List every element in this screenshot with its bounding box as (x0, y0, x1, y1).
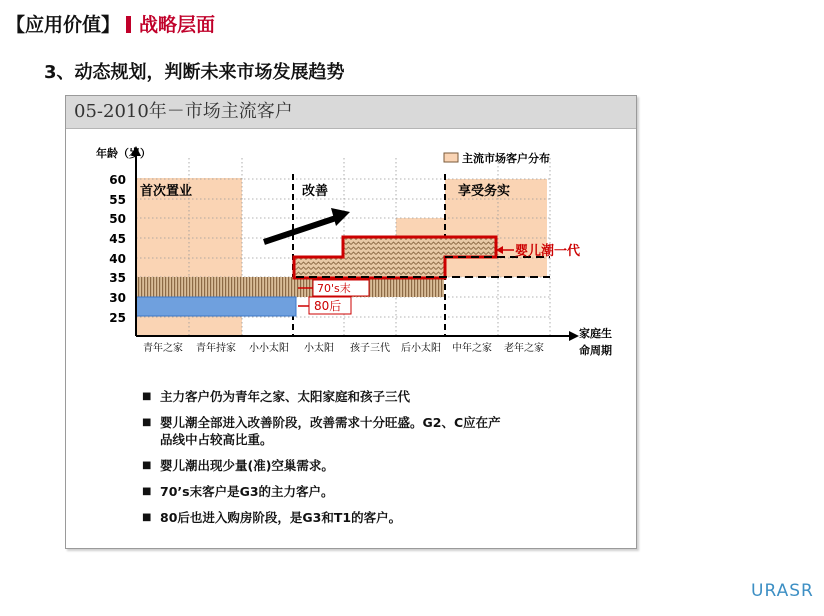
seventies-callout: 70's末 (317, 282, 351, 295)
y-tick-55: 55 (109, 193, 126, 207)
x-tick-6: 后小太阳 (401, 343, 441, 354)
page-subtitle: 3、动态规划，判断未来市场发展趋势 (44, 62, 345, 83)
x-tick-8: 老年之家 (504, 343, 544, 354)
x-tick-1: 青年之家 (143, 343, 183, 354)
header-bracket-title: 【应用价值】 (6, 14, 121, 36)
stage-label-first-home: 首次置业 (140, 184, 193, 199)
x-tick-7: 中年之家 (452, 343, 492, 354)
key-point-5 (142, 509, 501, 526)
seventies-band (136, 277, 444, 297)
header-section-title: 战略层面 (139, 14, 216, 36)
key-point-text: 主力客户仍为青年之家、太阳家庭和孩子三代 (160, 389, 411, 404)
y-tick-60: 60 (109, 173, 126, 187)
key-point-text: 80后也进入购房阶段，是G3和T1的客户。 (160, 510, 402, 525)
x-axis-label-line2: 命周期 (579, 344, 612, 357)
key-point-text-cont: 品线中占较高比重。 (160, 432, 273, 447)
x-tick-2: 青年持家 (196, 343, 236, 354)
y-tick-45: 45 (109, 232, 126, 246)
y-tick-50: 50 (109, 212, 126, 226)
panel-title: 05-2010年－市场主流客户 (66, 96, 636, 129)
x-axis-label-line1: 家庭生 (579, 327, 612, 340)
brand-logo: URASR (751, 581, 814, 601)
x-tick-5: 孩子三代 (350, 343, 390, 354)
key-point-3 (142, 457, 501, 474)
key-point-text: 70’s末客户是G3的主力客户。 (160, 484, 334, 499)
header-accent-bar (126, 16, 131, 33)
eighties-callout: 80后 (314, 299, 342, 313)
chart-panel (65, 95, 637, 549)
x-axis-arrow (569, 331, 579, 341)
eighties-band (136, 297, 296, 316)
key-point-2 (142, 414, 501, 448)
legend-label: 主流市场客户分布 (462, 152, 550, 165)
key-point-1 (142, 388, 501, 405)
key-point-4 (142, 483, 501, 500)
x-tick-3: 小小太阳 (249, 343, 289, 354)
key-point-text: 婴儿潮出现少量(准)空巢需求。 (160, 458, 334, 473)
boomer-callout: 婴儿潮一代 (515, 244, 581, 259)
page-header (6, 10, 215, 37)
y-tick-40: 40 (109, 252, 126, 266)
key-point-text: 婴儿潮全部进入改善阶段，改善需求十分旺盛。G2、C应在产 (160, 415, 501, 430)
y-tick-25: 25 (109, 311, 126, 325)
y-tick-35: 35 (109, 271, 126, 285)
stage-label-enjoy: 享受务实 (458, 184, 511, 199)
x-tick-labels (143, 341, 544, 354)
y-tick-30: 30 (109, 291, 126, 305)
x-tick-4: 小太阳 (304, 343, 334, 354)
trend-arrow-head (331, 208, 350, 226)
y-axis-label: 年龄（岁） (96, 147, 151, 160)
key-points-list (142, 388, 501, 535)
y-tick-labels (109, 173, 126, 325)
legend-swatch (444, 153, 458, 162)
stage-label-upgrade: 改善 (302, 184, 329, 199)
lifecycle-chart (66, 96, 636, 386)
